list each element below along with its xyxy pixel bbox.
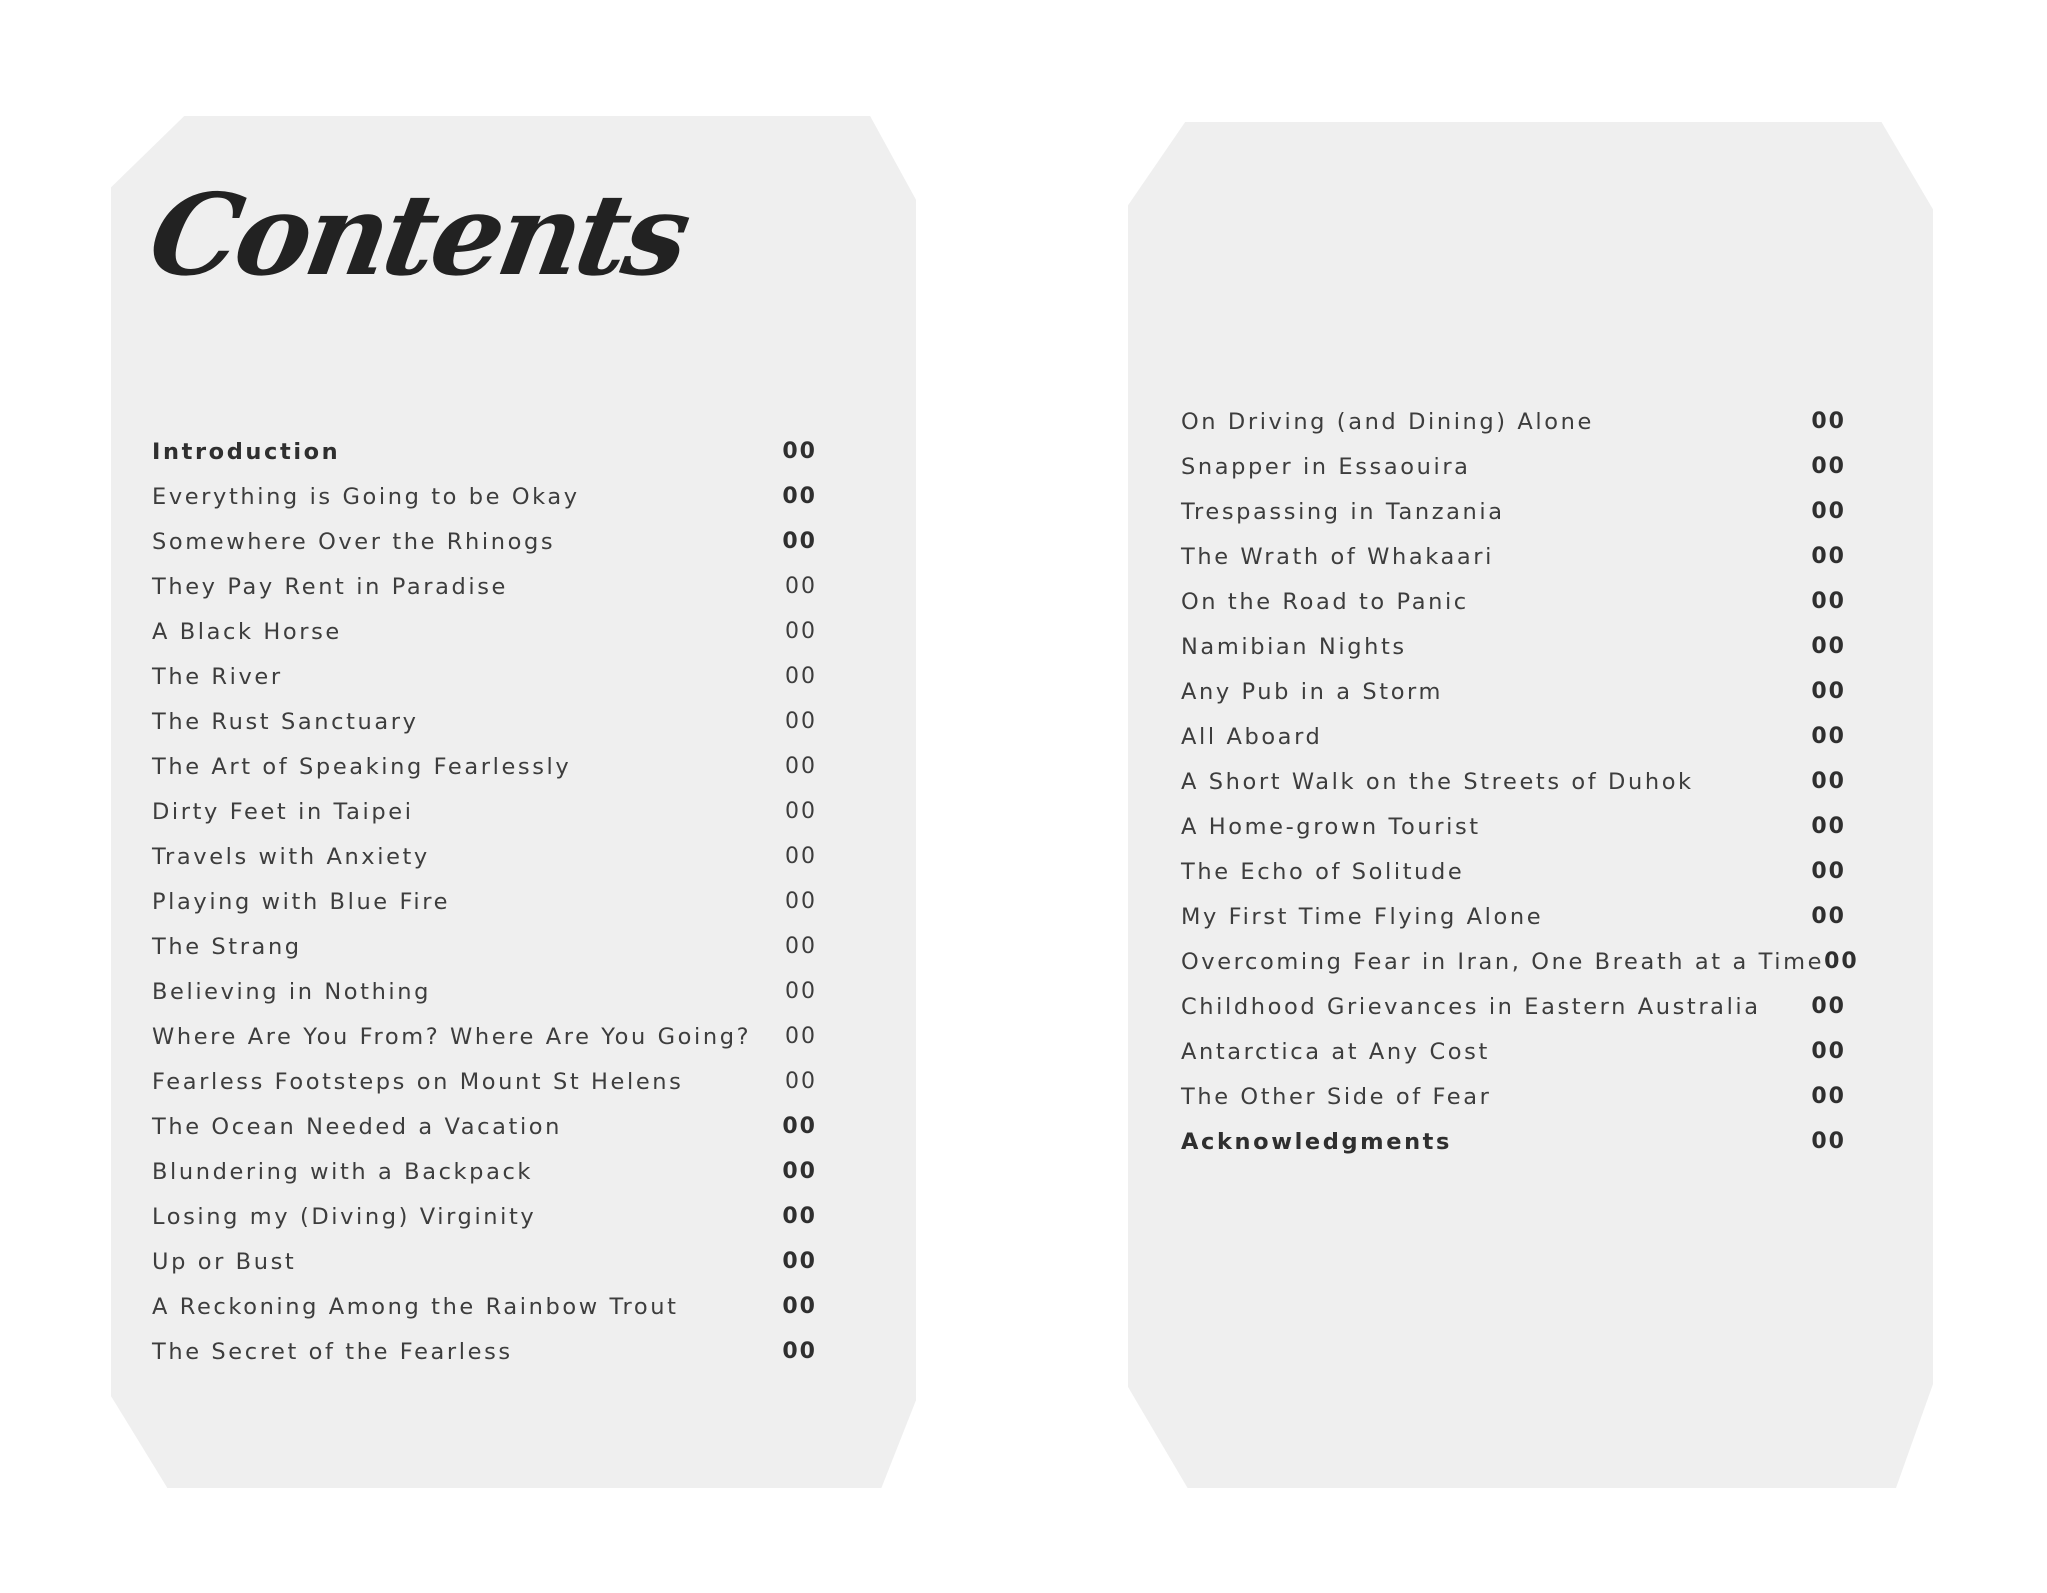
toc-entry-title: The River xyxy=(152,663,283,690)
toc-entry-title: Dirty Feet in Taipei xyxy=(152,798,414,825)
toc-entry xyxy=(152,474,817,519)
toc-entry-title: Antarctica at Any Cost xyxy=(1181,1038,1490,1065)
toc-entry-page-number: 00 xyxy=(782,1339,817,1364)
toc-entry xyxy=(152,1194,817,1239)
toc-entry-title: Where Are You From? Where Are You Going? xyxy=(152,1023,752,1050)
toc-entry xyxy=(152,1059,817,1104)
toc-entry-title: Trespassing in Tanzania xyxy=(1181,498,1505,525)
toc-entry-page-number: 00 xyxy=(1811,994,1846,1019)
toc-entry-title: Childhood Grievances in Eastern Australia xyxy=(1181,993,1761,1020)
toc-entry-title: Snapper in Essaouira xyxy=(1181,453,1471,480)
toc-entry-page-number: 00 xyxy=(1811,544,1846,569)
toc-entry-page-number: 00 xyxy=(1811,769,1846,794)
toc-entry-page-number: 00 xyxy=(785,889,817,914)
toc-entry-title: The Ocean Needed a Vacation xyxy=(152,1113,563,1140)
toc-entry-page-number: 00 xyxy=(785,799,817,824)
toc-entry xyxy=(1181,984,1846,1029)
toc-entry-title: On the Road to Panic xyxy=(1181,588,1469,615)
toc-entry-page-number: 00 xyxy=(785,619,817,644)
toc-entry xyxy=(1181,579,1846,624)
toc-entry-title: A Reckoning Among the Rainbow Trout xyxy=(152,1293,679,1320)
toc-entry xyxy=(152,699,817,744)
toc-entry xyxy=(152,609,817,654)
toc-entry xyxy=(1181,669,1846,714)
toc-entry-title: The Art of Speaking Fearlessly xyxy=(152,753,572,780)
toc-entry xyxy=(152,1329,817,1374)
toc-entry xyxy=(1181,849,1846,894)
toc-entry xyxy=(152,519,817,564)
toc-entry xyxy=(152,969,817,1014)
contents-title: Contents xyxy=(140,170,697,301)
toc-entry-page-number: 00 xyxy=(785,754,817,779)
toc-entry-page-number: 00 xyxy=(782,529,817,554)
toc-entry-page-number: 00 xyxy=(782,1159,817,1184)
toc-entry xyxy=(152,1239,817,1284)
toc-entry-page-number: 00 xyxy=(782,1294,817,1319)
toc-entry-title: The Strang xyxy=(152,933,302,960)
toc-entry-page-number: 00 xyxy=(785,844,817,869)
toc-entry-title: They Pay Rent in Paradise xyxy=(152,573,508,600)
toc-entry-title: Blundering with a Backpack xyxy=(152,1158,534,1185)
toc-entry-page-number: 00 xyxy=(782,439,817,464)
toc-entry-title: Travels with Anxiety xyxy=(152,843,430,870)
toc-entry-title: A Home-grown Tourist xyxy=(1181,813,1481,840)
toc-entry-title: The Rust Sanctuary xyxy=(152,708,419,735)
toc-entry-title: Namibian Nights xyxy=(1181,633,1407,660)
toc-entry xyxy=(152,654,817,699)
toc-entry-page-number: 00 xyxy=(785,1069,817,1094)
toc-entry-title: Playing with Blue Fire xyxy=(152,888,451,915)
toc-entry-page-number: 00 xyxy=(785,1024,817,1049)
toc-entry-page-number: 00 xyxy=(1811,1084,1846,1109)
toc-entry-page-number: 00 xyxy=(1811,634,1846,659)
toc-entry-page-number: 00 xyxy=(1811,724,1846,749)
toc-entry xyxy=(1181,534,1846,579)
toc-entry xyxy=(1181,759,1846,804)
toc-entry-page-number: 00 xyxy=(1811,454,1846,479)
toc-entry-page-number: 00 xyxy=(782,1249,817,1274)
toc-entry-title: My First Time Flying Alone xyxy=(1181,903,1544,930)
toc-entry-title: The Wrath of Whakaari xyxy=(1181,543,1494,570)
toc-entry-title: Somewhere Over the Rhinogs xyxy=(152,528,556,555)
toc-entry-title: A Black Horse xyxy=(152,618,342,645)
toc-entry xyxy=(1181,489,1846,534)
toc-entry-page-number: 00 xyxy=(1824,949,1859,974)
toc-entry xyxy=(1181,894,1846,939)
toc-entry xyxy=(152,834,817,879)
toc-entry xyxy=(152,429,817,474)
toc-list-right xyxy=(1181,399,1859,1164)
toc-entry xyxy=(1181,1029,1846,1074)
toc-entry-title: Losing my (Diving) Virginity xyxy=(152,1203,537,1230)
toc-entry-page-number: 00 xyxy=(785,979,817,1004)
toc-entry-title: The Other Side of Fear xyxy=(1181,1083,1492,1110)
toc-entry xyxy=(152,789,817,834)
toc-entry-page-number: 00 xyxy=(785,934,817,959)
toc-entry-page-number: 00 xyxy=(785,574,817,599)
toc-entry-page-number: 00 xyxy=(1811,499,1846,524)
toc-entry xyxy=(1181,1119,1846,1164)
toc-entry-title: All Aboard xyxy=(1181,723,1323,750)
toc-entry xyxy=(152,879,817,924)
toc-entry xyxy=(152,924,817,969)
toc-entry xyxy=(1181,444,1846,489)
toc-entry-title: Any Pub in a Storm xyxy=(1181,678,1444,705)
toc-entry xyxy=(1181,399,1846,444)
toc-entry xyxy=(1181,1074,1846,1119)
toc-entry xyxy=(1181,714,1846,759)
toc-entry-title: The Secret of the Fearless xyxy=(152,1338,513,1365)
toc-entry-title: Acknowledgments xyxy=(1181,1128,1453,1155)
toc-entry-page-number: 00 xyxy=(785,709,817,734)
toc-entry-page-number: 00 xyxy=(1811,589,1846,614)
toc-entry-title: Overcoming Fear in Iran, One Breath at a Time xyxy=(1181,948,1825,975)
toc-entry-title: Believing in Nothing xyxy=(152,978,432,1005)
toc-entry-page-number: 00 xyxy=(1811,814,1846,839)
toc-entry-page-number: 00 xyxy=(1811,904,1846,929)
toc-entry-page-number: 00 xyxy=(1811,409,1846,434)
toc-entry xyxy=(152,1104,817,1149)
toc-entry-page-number: 00 xyxy=(782,1204,817,1229)
toc-entry-title: Introduction xyxy=(152,438,341,465)
toc-entry-title: A Short Walk on the Streets of Duhok xyxy=(1181,768,1694,795)
toc-entry-title: Up or Bust xyxy=(152,1248,297,1275)
toc-entry xyxy=(1181,939,1859,984)
toc-entry-page-number: 00 xyxy=(1811,1039,1846,1064)
toc-entry xyxy=(1181,804,1846,849)
toc-entry xyxy=(152,1014,817,1059)
toc-entry xyxy=(152,744,817,789)
toc-entry-page-number: 00 xyxy=(782,1114,817,1139)
toc-list-left xyxy=(152,429,817,1374)
toc-entry-title: Everything is Going to be Okay xyxy=(152,483,580,510)
toc-entry-title: Fearless Footsteps on Mount St Helens xyxy=(152,1068,684,1095)
toc-entry xyxy=(152,1284,817,1329)
toc-entry-page-number: 00 xyxy=(785,664,817,689)
toc-entry-title: The Echo of Solitude xyxy=(1181,858,1465,885)
toc-entry-title: On Driving (and Dining) Alone xyxy=(1181,408,1594,435)
toc-entry xyxy=(1181,624,1846,669)
toc-entry-page-number: 00 xyxy=(1811,679,1846,704)
toc-entry xyxy=(152,1149,817,1194)
toc-entry-page-number: 00 xyxy=(782,484,817,509)
toc-entry-page-number: 00 xyxy=(1811,859,1846,884)
toc-entry-page-number: 00 xyxy=(1811,1129,1846,1154)
toc-entry xyxy=(152,564,817,609)
